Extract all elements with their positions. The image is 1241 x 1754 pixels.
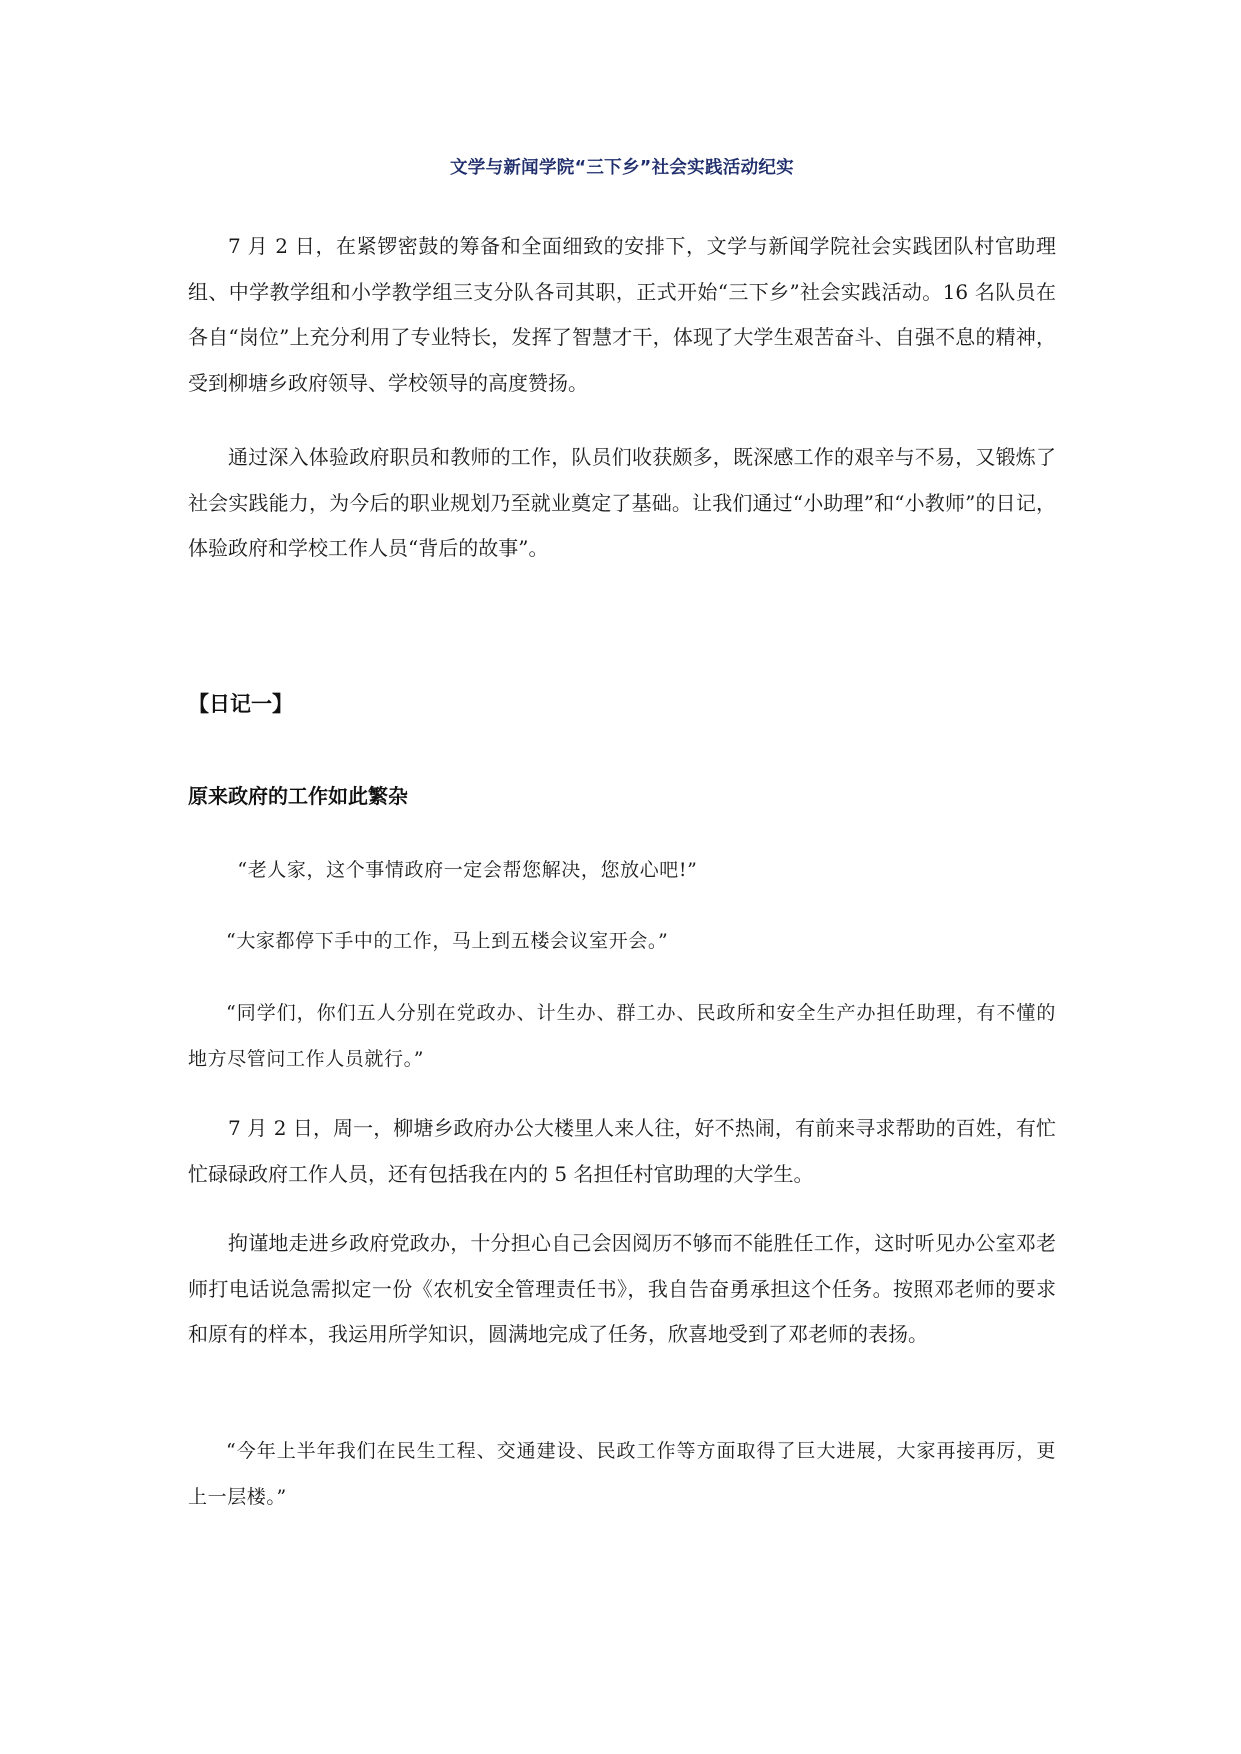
diary-paragraph-5: 拘谨地走进乡政府党政办，十分担心自己会因阅历不够而不能胜任工作，这时听见办公室邓老师打电话说急需拟定一份《农机安全管理责任书》，我自告奋勇承担这个任务。按照邓老师的要求和原有的样本，我运用所学知识，圆满地完成了任务，欣喜地受到了邓老师的表扬。: [188, 1231, 1056, 1346]
diary-heading: 【日记一】: [188, 692, 293, 716]
diary-paragraph-4: 7 月 2 日，周一，柳塘乡政府办公大楼里人来人往，好不热闹，有前来寻求帮助的百姓，有忙忙碌碌政府工作人员，还有包括我在内的 5 名担任村官助理的大学生。: [188, 1116, 1056, 1186]
intro-paragraph-1: 7 月 2 日，在紧锣密鼓的筹备和全面细致的安排下，文学与新闻学院社会实践团队村官助理组、中学教学组和小学教学组三支分队各司其职，正式开始“三下乡”社会实践活动。16 名队员在各自“岗位”上充分利用了专业特长，发挥了智慧才干，体现了大学生艰苦奋斗、自强不息的精神，受到柳塘乡政府领导、学校领导的高度赞扬。: [188, 234, 1056, 395]
diary-quote-3: “同学们，你们五人分别在党政办、计生办、群工办、民政所和安全生产办担任助理，有不懂的地方尽管问工作人员就行。”: [188, 1002, 1056, 1070]
intro-paragraph-2: 通过深入体验政府职员和教师的工作，队员们收获颇多，既深感工作的艰辛与不易，又锻炼了社会实践能力，为今后的职业规划乃至就业奠定了基础。让我们通过“小助理”和“小教师”的日记，体验政府和学校工作人员“背后的故事”。: [188, 445, 1056, 560]
diary-quote-1: “老人家，这个事情政府一定会帮您解决，您放心吧!”: [237, 859, 698, 881]
diary-quote-2: “大家都停下手中的工作，马上到五楼会议室开会。”: [226, 930, 669, 952]
diary-title: 原来政府的工作如此繁杂: [188, 784, 408, 808]
diary-quote-6: “今年上半年我们在民生工程、交通建设、民政工作等方面取得了巨大进展，大家再接再厉，更上一层楼。”: [188, 1440, 1056, 1508]
document-title: 文学与新闻学院“三下乡”社会实践活动纪实: [449, 158, 794, 178]
